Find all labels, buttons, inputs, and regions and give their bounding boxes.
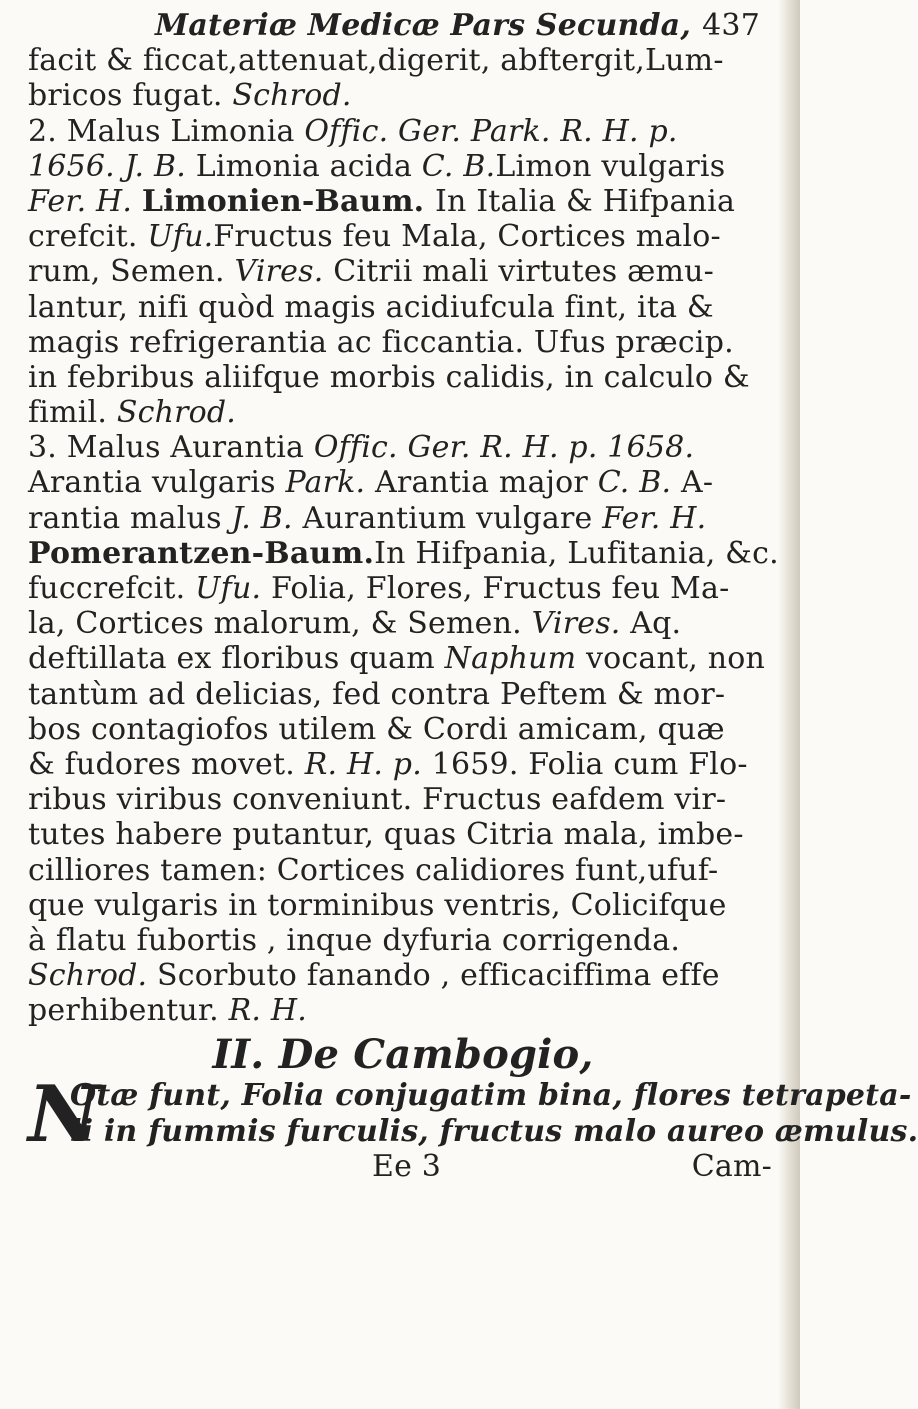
section-title: De Cambogio, [278,1031,594,1079]
text-segment: in febribus aliifque morbis calidis, in calculo & [28,359,750,395]
text-segment: Arantia major [365,465,598,501]
text-segment: R. H. [228,993,307,1029]
text-segment: Folia, Flores, Fructus feu Ma- [261,571,730,606]
text-segment: fuccrefcit. [28,571,196,606]
text-segment: Naphum [444,641,577,677]
text-segment: Schrod. [232,78,352,114]
text-segment: tutes habere putantur, quas Citria mala, imbe- [28,817,744,853]
text-line [28,78,778,113]
page-edge [778,0,800,1409]
section-heading [28,1032,778,1078]
text-line [28,571,778,606]
text-line [28,923,778,958]
text-segment: que vulgaris in torminibus ventris, Colicifque [28,887,727,923]
text-segment: Scorbuto fanando , efficaciffima effe [147,958,720,994]
page-number: 437 [702,8,760,43]
text-line [28,712,778,747]
section-number: II. [212,1031,265,1079]
text-segment: Limon vulgaris [495,148,726,184]
text-segment: Pomerantzen-Baum. [28,535,375,571]
text-segment: deftillata ex floribus quam [28,641,445,677]
text-line [28,677,778,712]
text-segment: & fudores movet. [28,746,305,782]
text-segment: rum, Semen. [28,254,235,290]
text-line [28,853,778,888]
text-line [28,395,778,430]
text-line [28,219,778,254]
text-segment: fimil. [28,395,117,431]
text-segment: Ufu. [195,571,262,606]
text-line [28,888,778,923]
page-footer [28,1149,778,1184]
text-line [28,782,778,817]
body-text [28,43,778,1028]
text-segment: cilliores tamen: Cortices calidiores funt,ufuf- [28,852,719,888]
running-header [28,8,778,43]
text-line [28,290,778,325]
text-segment: In Hifpania, Lufitania, &c. [374,535,779,571]
text-segment: vocant, non [576,641,766,677]
text-segment: bos contagiofos utilem & Cordi amicam, quæ [28,711,725,747]
text-line [28,43,778,78]
text-segment: 1656. J. B. [28,148,196,184]
text-segment: Aurantium vulgare [292,500,603,536]
text-line [28,958,778,993]
text-segment: Limonien-Baum. [141,183,435,219]
text-line [28,641,778,676]
text-segment: Limonia acida [195,148,422,184]
text-line [28,114,778,149]
text-segment: ribus viribus conveniunt. Fructus eafdem vir- [28,782,727,818]
text-line [28,325,778,360]
text-segment: Vires. [531,606,621,642]
text-segment: 1659. Folia cum Flo- [421,746,748,782]
text-segment: Offic. Ger. Park. R. H. p. [304,113,678,149]
text-segment: Fer. H. [602,500,707,536]
text-segment: A- [671,465,714,501]
text-segment: Aq. [620,606,682,642]
text-segment: Fer. H. [28,183,142,219]
text-segment: Schrod. [28,958,148,994]
text-line [28,501,778,536]
drop-cap: N [28,1069,100,1161]
text-segment: bricos fugat. [28,78,233,114]
text-segment: Ufu. [147,219,214,255]
page-text [28,8,918,1184]
text-line [28,184,778,219]
note-line: li in fummis furculis, fructus malo aureo æmulus. [70,1113,918,1149]
text-line [28,254,778,289]
text-segment: lantur, nifi quòd magis acidiufcula fint, ita & [28,289,714,325]
text-segment: rantia malus [28,500,232,536]
text-line [28,465,778,500]
signature-mark: Ee 3 [372,1148,442,1184]
text-segment: R. H. p. [304,746,422,782]
text-line [28,747,778,782]
text-segment: C. B. [597,465,672,501]
text-line [28,536,778,571]
text-segment: Offic. Ger. R. H. p. 1658. [313,430,695,466]
text-segment: Fructus feu Mala, Cortices malo- [213,219,721,255]
text-segment: la, Cortices malorum, & Semen. [28,606,532,642]
botanical-note [28,1069,918,1161]
text-segment: facit & ficcat,attenuat,digerit, abftergit,Lum- [28,43,724,79]
text-segment: 2. Malus Limonia [28,113,305,149]
text-segment: Schrod. [116,395,237,431]
text-segment: J. B. [231,500,293,536]
catchword: Cam- [691,1148,772,1184]
text-segment: perhibentur. [28,993,229,1029]
text-line [28,149,778,184]
text-line [28,430,778,465]
text-line [28,360,778,395]
text-line [28,993,778,1028]
text-segment: Park. [285,465,366,501]
text-segment: à flatu fubortis , inque dyfuria corrigenda. [28,922,681,958]
text-segment: C. B. [421,148,496,184]
text-segment: magis refrigerantia ac ficcantia. Ufus præcip. [28,324,734,360]
text-segment: 3. Malus Aurantia [28,430,314,466]
text-segment: Arantia vulgaris [28,465,286,501]
text-segment: crefcit. [28,219,148,255]
text-segment: In Italia & Hifpania [434,183,736,219]
running-title: Materiæ Medicæ Pars Secunda, [155,8,691,43]
text-line [28,817,778,852]
note-line: Otæ funt, Folia conjugatim bina, flores tetrapeta- [70,1078,912,1114]
text-line [28,606,778,641]
text-segment: Vires. [234,254,324,290]
text-segment: tantùm ad delicias, fed contra Peftem & mor- [28,676,726,712]
text-segment: Citrii mali virtutes æmu- [323,254,715,290]
